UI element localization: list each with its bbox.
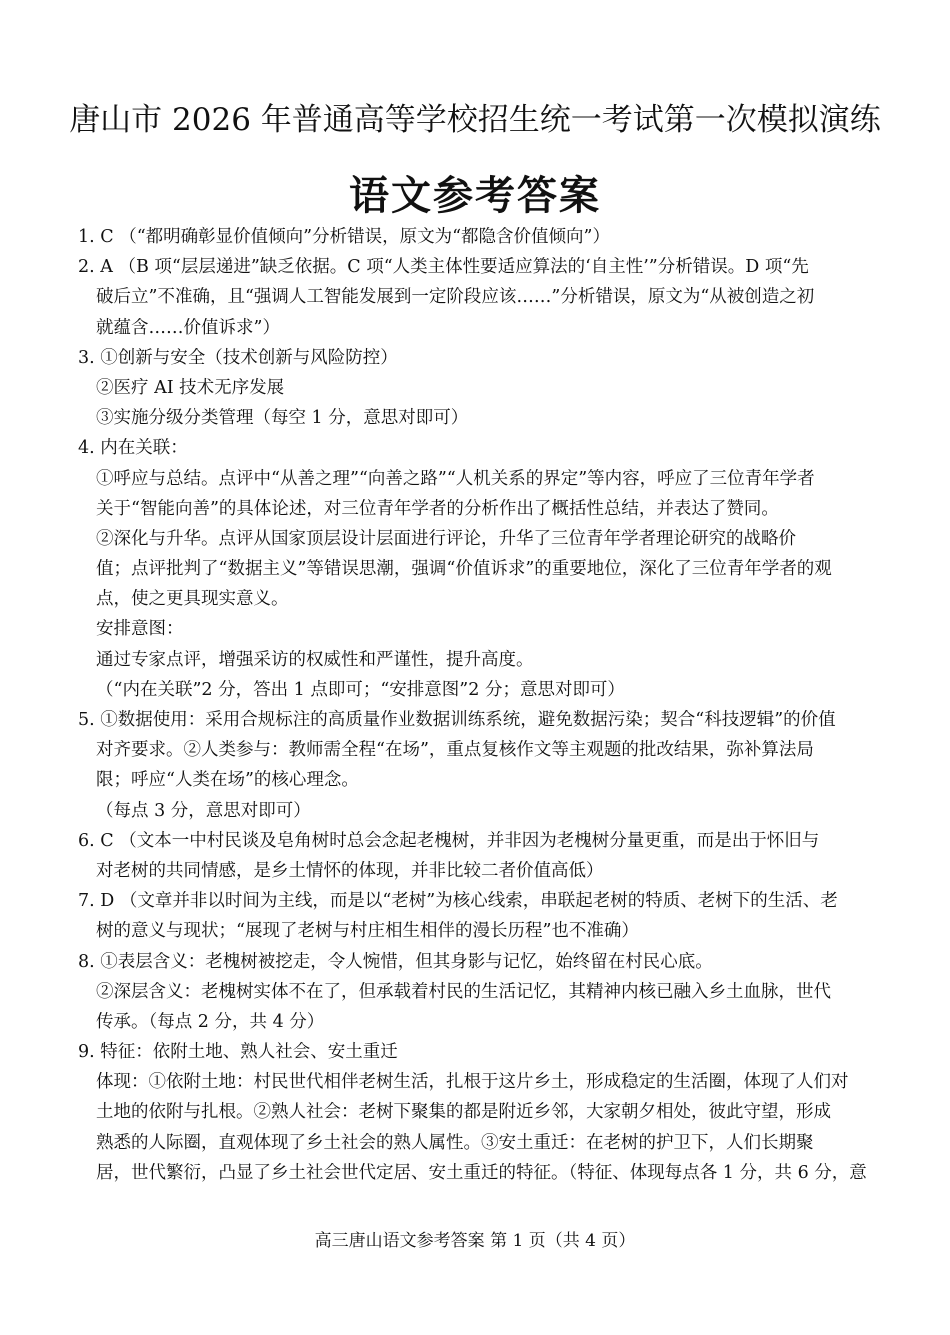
answer-line: ①呼应与总结。点评中“从善之理”“向善之路”“人机关系的界定”等内容，呼应了三位青年学者 <box>96 468 815 489</box>
answer-line: 就蕴含……价值诉求”） <box>96 317 280 338</box>
answer-line: 7. D （文章并非以时间为主线，而是以“老树”为核心线索，串联起老树的特质、老树下的生活、老 <box>78 891 838 912</box>
answer-line: 安排意图： <box>96 619 184 640</box>
answer-line: 体现：①依附土地：村民世代相伴老树生活，扎根于这片乡土，形成稳定的生活圈，体现了人们对 <box>96 1072 849 1093</box>
answer-line: 点，使之更具现实意义。 <box>96 589 289 610</box>
answer-line: ③实施分级分类管理（每空 1 分，意思对即可） <box>96 408 469 429</box>
answer-line: 值；点评批判了“数据主义”等错误思潮，强调“价值诉求”的重要地位，深化了三位青年学者的观 <box>96 559 832 580</box>
answer-line: ②深化与升华。点评从国家顶层设计层面进行评论，升华了三位青年学者理论研究的战略价 <box>96 528 796 549</box>
answer-line: 熟悉的人际圈，直观体现了乡土社会的熟人属性。③安土重迁：在老树的护卫下，人们长期聚 <box>96 1132 814 1153</box>
page-title: 唐山市 2026 年普通高等学校招生统一考试第一次模拟演练 <box>69 102 881 138</box>
page-footer: 高三唐山语文参考答案 第 1 页（共 4 页） <box>314 1231 636 1251</box>
answer-list <box>78 222 878 1188</box>
answer-line: 传承。（每点 2 分，共 4 分） <box>96 1011 325 1032</box>
answer-line: 关于“智能向善”的具体论述，对三位青年学者的分析作出了概括性总结，并表达了赞同。 <box>96 498 779 519</box>
answer-line: ②深层含义：老槐树实体不在了，但承载着村民的生活记忆，其精神内核已融入乡土血脉，世代 <box>96 981 831 1002</box>
answer-line: 土地的依附与扎根。②熟人社会：老树下聚集的都是附近乡邻，大家朝夕相处，彼此守望，形成 <box>96 1102 831 1123</box>
answer-line: 3. ①创新与安全（技术创新与风险防控） <box>78 347 398 368</box>
answer-line: （每点 3 分，意思对即可） <box>96 800 311 821</box>
answer-line: 1. C （“都明确彰显价值倾向”分析错误，原文为“都隐含价值倾向”） <box>78 227 610 247</box>
answer-line: 限；呼应“人类在场”的核心理念。 <box>96 770 359 791</box>
answer-line: 9. 特征：依附土地、熟人社会、安土重迁 <box>78 1042 398 1063</box>
answer-line: 通过专家点评，增强采访的权威性和严谨性，提升高度。 <box>96 649 534 670</box>
document-subtitle: 语文参考答案 <box>349 173 601 219</box>
answer-line: 2. A （B 项“层层递进”缺乏依据。C 项“人类主体性要适应算法的‘自主性’”分析错误。D 项“先 <box>78 257 809 278</box>
answer-line: 对齐要求。②人类参与：教师需全程“在场”，重点复核作文等主观题的批改结果，弥补算法局 <box>96 740 814 761</box>
answer-line: 8. ①表层含义：老槐树被挖走，令人惋惜，但其身影与记忆，始终留在村民心底。 <box>78 951 713 972</box>
answer-line: 树的意义与现状；“展现了老树与村庄相生相伴的漫长历程”也不准确） <box>96 921 639 942</box>
answer-line: 4. 内在关联： <box>78 438 188 459</box>
answer-line: 破后立”不准确，且“强调人工智能发展到一定阶段应该……”分析错误，原文为“从被创造之初 <box>96 287 815 308</box>
answer-line: 6. C （文本一中村民谈及皂角树时总会念起老槐树，并非因为老槐树分量更重，而是出于怀旧与 <box>78 830 820 851</box>
answer-line: ②医疗 AI 技术无序发展 <box>96 377 285 398</box>
answer-line: 对老树的共同情感，是乡土情怀的体现，并非比较二者价值高低） <box>96 860 604 881</box>
answer-line: （“内在关联”2 分，答出 1 点即可；“安排意图”2 分；意思对即可） <box>96 679 625 700</box>
answer-line: 居，世代繁衍，凸显了乡土社会世代定居、安土重迁的特征。（特征、体现每点各 1 分，共 6 分，意 <box>96 1162 867 1183</box>
answer-line: 5. ①数据使用：采用合规标注的高质量作业数据训练系统，避免数据污染；契合“科技逻辑”的价值 <box>78 710 836 730</box>
